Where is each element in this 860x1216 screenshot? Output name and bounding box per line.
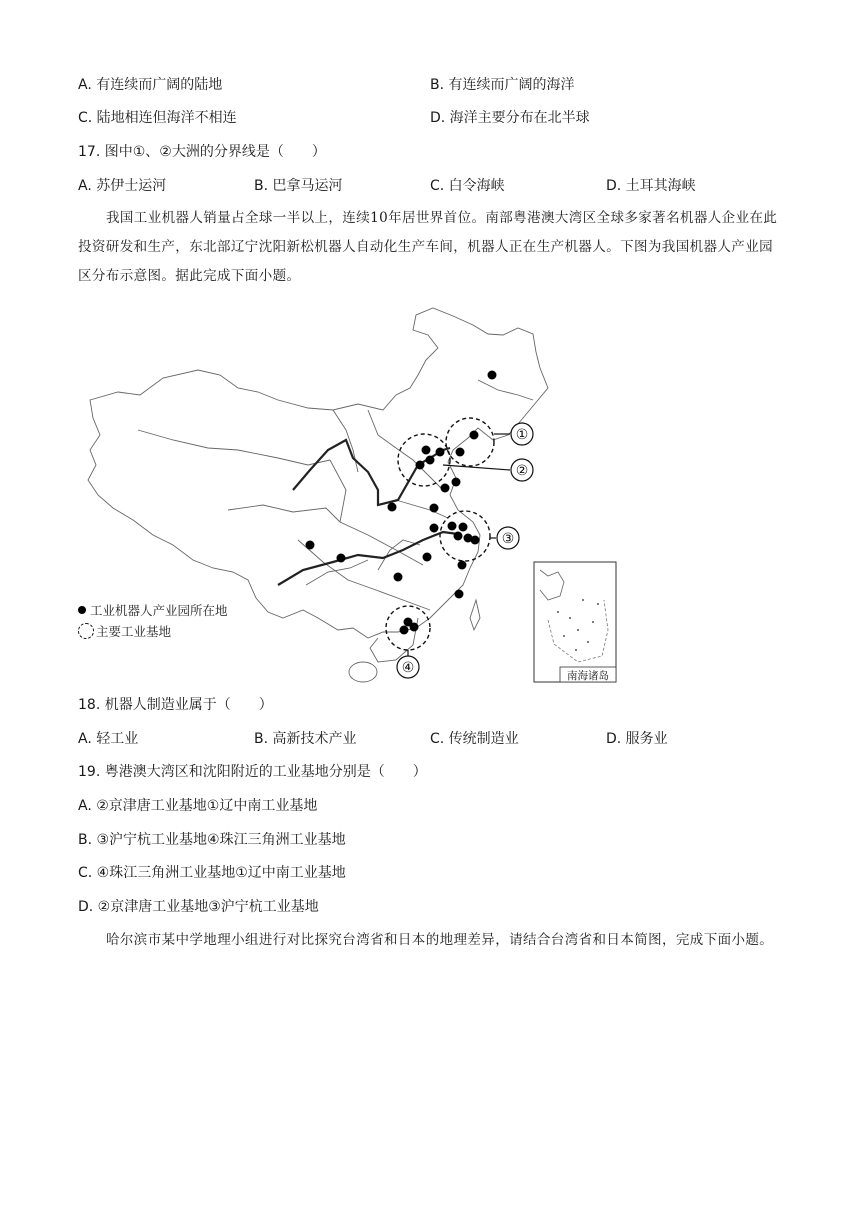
q17-option-b[interactable]: B. 巴拿马运河	[254, 178, 343, 194]
passage-robot-industry	[78, 204, 783, 291]
marker-3: ③	[501, 531, 515, 547]
q17-option-c[interactable]: C. 白令海峡	[430, 178, 505, 194]
legend-base	[78, 622, 171, 640]
south-china-sea-inset	[534, 562, 616, 682]
marker-badges	[397, 423, 533, 678]
legend-park	[78, 601, 228, 619]
q19-option-b[interactable]: B. ③沪宁杭工业基地④珠江三角洲工业基地	[78, 832, 346, 848]
q18-option-a[interactable]: A. 轻工业	[78, 731, 139, 747]
legend-base-label: 主要工业基地	[96, 624, 172, 639]
marker-2: ②	[515, 463, 529, 479]
marker-1: ①	[515, 427, 529, 443]
q18-option-b[interactable]: B. 高新技术产业	[254, 731, 357, 747]
q17-option-d[interactable]: D. 土耳其海峡	[606, 178, 696, 194]
marker-4: ④	[401, 660, 415, 676]
q17-option-a[interactable]: A. 苏伊士运河	[78, 178, 167, 194]
q17-stem: 17. 图中①、②大洲的分界线是（ ）	[78, 144, 326, 160]
base-circle-2	[398, 434, 450, 486]
legend-park-label: 工业机器人产业园所在地	[90, 603, 228, 618]
passage-taiwan-japan	[78, 926, 783, 955]
passage-taiwan-japan-text: 哈尔滨市某中学地理小组进行对比探究台湾省和日本的地理差异，请结合台湾省和日本简图，完成下面小题。	[106, 932, 774, 948]
q19-stem: 19. 粤港澳大湾区和沈阳附近的工业基地分别是（ ）	[78, 764, 427, 780]
base-circle-1	[446, 418, 494, 466]
q18-stem: 18. 机器人制造业属于（ ）	[78, 697, 273, 713]
q19-option-a[interactable]: A. ②京津唐工业基地①辽中南工业基地	[78, 798, 318, 814]
passage-robot-industry-text: 我国工业机器人销量占全球一半以上，连续10年居世界首位。南部粤港澳大湾区全球多家著名机器人企业在此投资研发和生产，东北部辽宁沈阳新松机器人自动化生产车间，机器人正在生产机器人。下图为我国机器人产业园区分布示意图。据此完成下面小题。	[78, 210, 778, 284]
q16-option-c[interactable]: C. 陆地相连但海洋不相连	[78, 110, 237, 126]
dot-icon	[78, 606, 86, 614]
q16-option-a[interactable]: A. 有连续而广阔的陆地	[78, 77, 223, 93]
q16-option-b[interactable]: B. 有连续而广阔的海洋	[430, 77, 575, 93]
dashed-circle-icon	[78, 623, 94, 639]
q18-option-c[interactable]: C. 传统制造业	[430, 731, 519, 747]
q19-option-d[interactable]: D. ②京津唐工业基地③沪宁杭工业基地	[78, 899, 319, 915]
q19-option-c[interactable]: C. ④珠江三角洲工业基地①辽中南工业基地	[78, 865, 346, 881]
q18-option-d[interactable]: D. 服务业	[606, 731, 668, 747]
inset-label: 南海诸岛	[567, 670, 609, 682]
q16-option-d[interactable]: D. 海洋主要分布在北半球	[430, 110, 590, 126]
